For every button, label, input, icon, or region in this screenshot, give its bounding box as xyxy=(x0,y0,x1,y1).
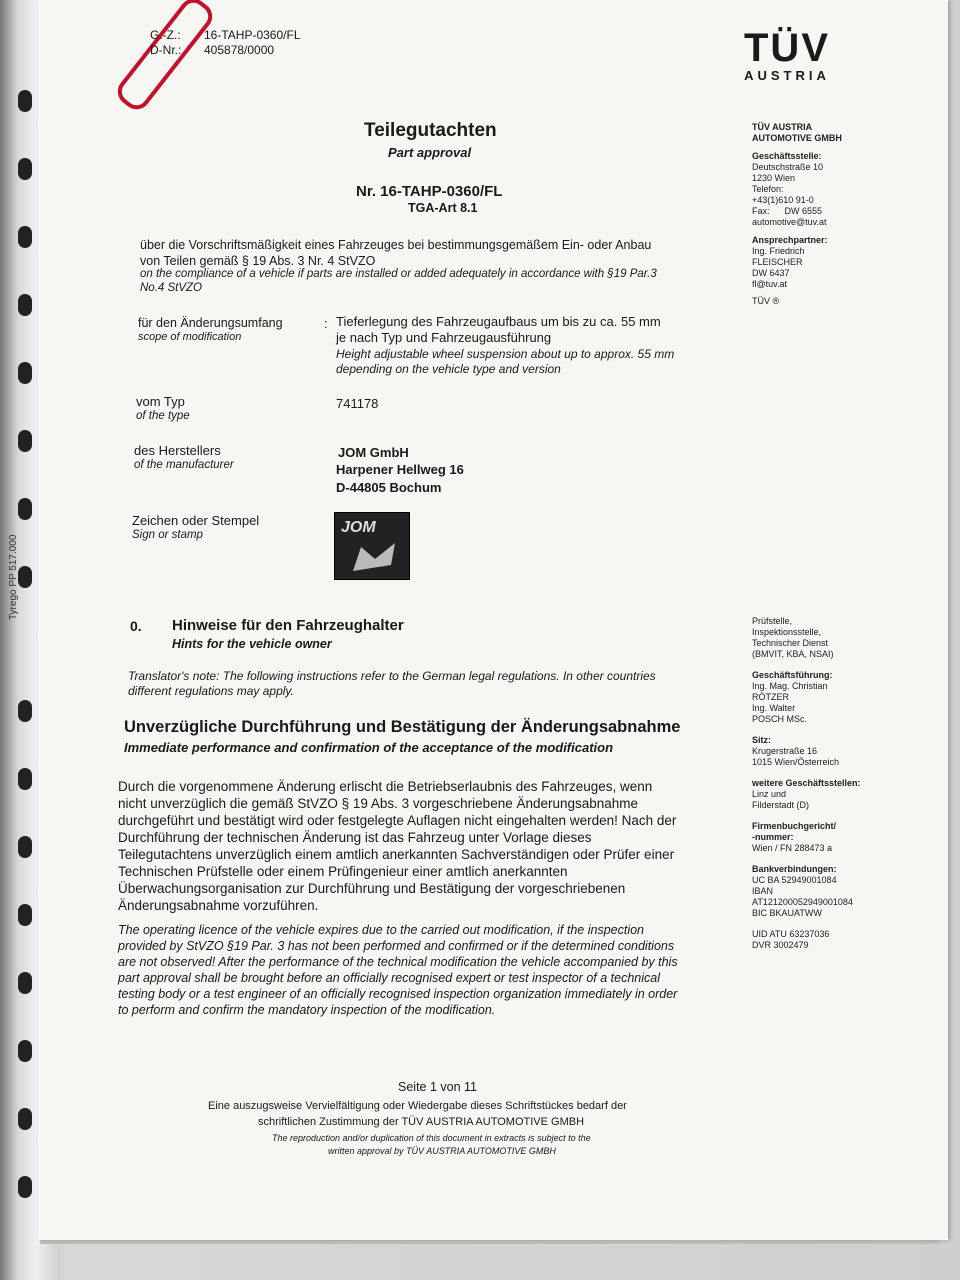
punch-hole xyxy=(18,1108,32,1130)
punch-hole xyxy=(18,1040,32,1062)
intro-en-2: No.4 StVZO xyxy=(140,282,202,294)
punch-hole xyxy=(18,158,32,180)
company-info: TÜV AUSTRIA AUTOMOTIVE GMBH Geschäftsstelle: Deutschstraße 10 1230 Wien Telefon: +43(1)610 91-0 Fax: DW 6555 automotive@tuv.at Ansprechpartner: Ing. Friedrich FLEISCHER DW 6437 fl@tuv.at TÜV ® xyxy=(752,122,842,306)
subheading-de: Unverzügliche Durchführung und Bestätigung der Änderungsabnahme xyxy=(124,718,681,736)
type-label-en: of the type xyxy=(136,410,190,422)
tuv-logo-sub: AUSTRIA xyxy=(744,68,830,83)
page-number: Seite 1 von 11 xyxy=(398,1080,477,1094)
translator-note-1: Translator's note: The following instructions refer to the German legal regulations. In other countries xyxy=(128,669,656,683)
body-de: Durch die vorgenommene Änderung erlischt die Betriebserlaubnis des Fahrzeuges, wenn nicht unverzüglich die gemäß StVZO § 19 Abs. 3 vorgeschriebene Änderungsabnahme durchgeführt und bestätigt wird oder festgelegte Auflagen nicht eingehalten werden! Nach der Durchführung der technischen Änderung ist das Fahrzeug unter Vorlage dieses Teilegutachtens unverzüglich einem amtlich anerkannten Sachverständigen oder Prüfer einer Technischen Prüfstelle oder einem Prüfingenieur einer amtlich anerkannten Überwachungsorganisation zur Durchführung und Bestätigung der vorgeschriebenen Änderungsabnahme vorzuführen. xyxy=(118,779,677,913)
translator-note-2: different regulations may apply. xyxy=(128,684,294,698)
footer-en-1: The reproduction and/or duplication of this document in extracts is subject to the xyxy=(272,1133,591,1143)
jom-stamp-logo xyxy=(334,512,410,580)
footer-de-1: Eine auszugsweise Vervielfältigung oder Wiedergabe dieses Schriftstückes bedarf der xyxy=(208,1100,627,1112)
footer-en-2: written approval by TÜV AUSTRIA AUTOMOTIVE GMBH xyxy=(328,1146,556,1156)
gz-label: G.-Z.: xyxy=(150,28,181,42)
subheading-en: Immediate performance and confirmation of the acceptance of the modification xyxy=(124,740,614,755)
punch-hole xyxy=(18,90,32,112)
intro-de-2: von Teilen gemäß § 19 Abs. 3 Nr. 4 StVZO xyxy=(140,254,376,268)
dnr-value: 405878/0000 xyxy=(204,43,275,57)
punch-hole xyxy=(18,1176,32,1198)
tuv-logo xyxy=(744,28,830,83)
sleeve-brand: Tyrego PP 517.000 xyxy=(8,534,19,620)
manufacturer-label-en: of the manufacturer xyxy=(134,459,234,471)
punch-hole xyxy=(18,972,32,994)
punch-hole xyxy=(18,904,32,926)
punch-hole xyxy=(18,768,32,790)
intro-de-1: über die Vorschriftsmäßigkeit eines Fahrzeuges bei bestimmungsgemäßem Ein- oder Anbau xyxy=(140,238,652,252)
scope-value-de-2: je nach Typ und Fahrzeugausführung xyxy=(336,330,552,345)
legal-info: Prüfstelle, Inspektionsstelle, Technischer Dienst (BMVIT, KBA, NSAI) Geschäftsführung: Ing. Mag. Christian RÖTZER Ing. Walter POSCH MSc. Sitz: Krugerstraße 16 1015 Wien/Österreich weitere Geschäftsstellen: Linz und Filderstadt (D) Firmenbuchgericht/ -nummer: Wien / FN 288473 a Bankverbindungen: UC BA 52949001084 IBAN AT121200052949001084 BIC BKAUATWW UID ATU 63237036 DVR 3002479 xyxy=(752,616,861,950)
sign-label-de: Zeichen oder Stempel xyxy=(132,513,260,528)
section-number: 0. xyxy=(130,618,142,634)
punch-hole xyxy=(18,498,32,520)
title-de: Teilegutachten xyxy=(364,120,497,141)
tga-type: TGA-Art 8.1 xyxy=(408,201,478,215)
punch-hole xyxy=(18,430,32,452)
manufacturer-label-de: des Herstellers xyxy=(134,443,221,458)
punch-hole xyxy=(18,836,32,858)
punch-hole xyxy=(18,226,32,248)
scope-label-en: scope of modification xyxy=(138,331,242,343)
punch-hole xyxy=(18,700,32,722)
footer-de-2: schriftlichen Zustimmung der TÜV AUSTRIA AUTOMOTIVE GMBH xyxy=(258,1116,585,1128)
manufacturer-name: JOM GmbH xyxy=(338,445,409,460)
scope-value-en-1: Height adjustable wheel suspension about up to approx. 55 mm xyxy=(336,347,675,361)
manufacturer-street: Harpener Hellweg 16 xyxy=(336,462,464,477)
tuv-logo-brand: TÜV xyxy=(744,26,830,70)
punch-hole xyxy=(18,566,32,588)
approval-number: Nr. 16-TAHP-0360/FL xyxy=(356,183,503,200)
type-value: 741178 xyxy=(336,396,379,411)
section-title-de: Hinweise für den Fahrzeughalter xyxy=(172,617,404,634)
gz-value: 16-TAHP-0360/FL xyxy=(204,28,301,42)
punch-hole xyxy=(18,294,32,316)
scope-value-en-2: depending on the vehicle type and version xyxy=(336,362,561,376)
title-en: Part approval xyxy=(388,145,472,160)
punch-hole xyxy=(18,362,32,384)
stamp-text: JOM xyxy=(341,519,376,536)
scope-label-de: für den Änderungsumfang xyxy=(138,316,283,330)
manufacturer-city: D-44805 Bochum xyxy=(336,480,442,495)
body-en: The operating licence of the vehicle expires due to the carried out modification, if the inspection provided by StVZO §19 Par. 3 has not been performed and confirmed or if the determined conditions are not observed! After the performance of the technical modification the vehicle accompanied by this part approval shall be brought before an officially recognised expert or test inspector of a technical testing body or a test engineer of an officially recognised inspection organization immediately in order to perform and confirm the mandatory inspection of the modification. xyxy=(118,923,678,1017)
dnr-label: D-Nr.: xyxy=(150,43,182,57)
section-title-en: Hints for the vehicle owner xyxy=(172,637,332,651)
scope-value-de-1: Tieferlegung des Fahrzeugaufbaus um bis zu ca. 55 mm xyxy=(336,314,661,329)
sign-label-en: Sign or stamp xyxy=(132,529,203,541)
intro-en-1: on the compliance of a vehicle if parts are installed or added adequately in accordance with §19 Par.3 xyxy=(140,268,657,280)
type-label-de: vom Typ xyxy=(136,394,185,409)
